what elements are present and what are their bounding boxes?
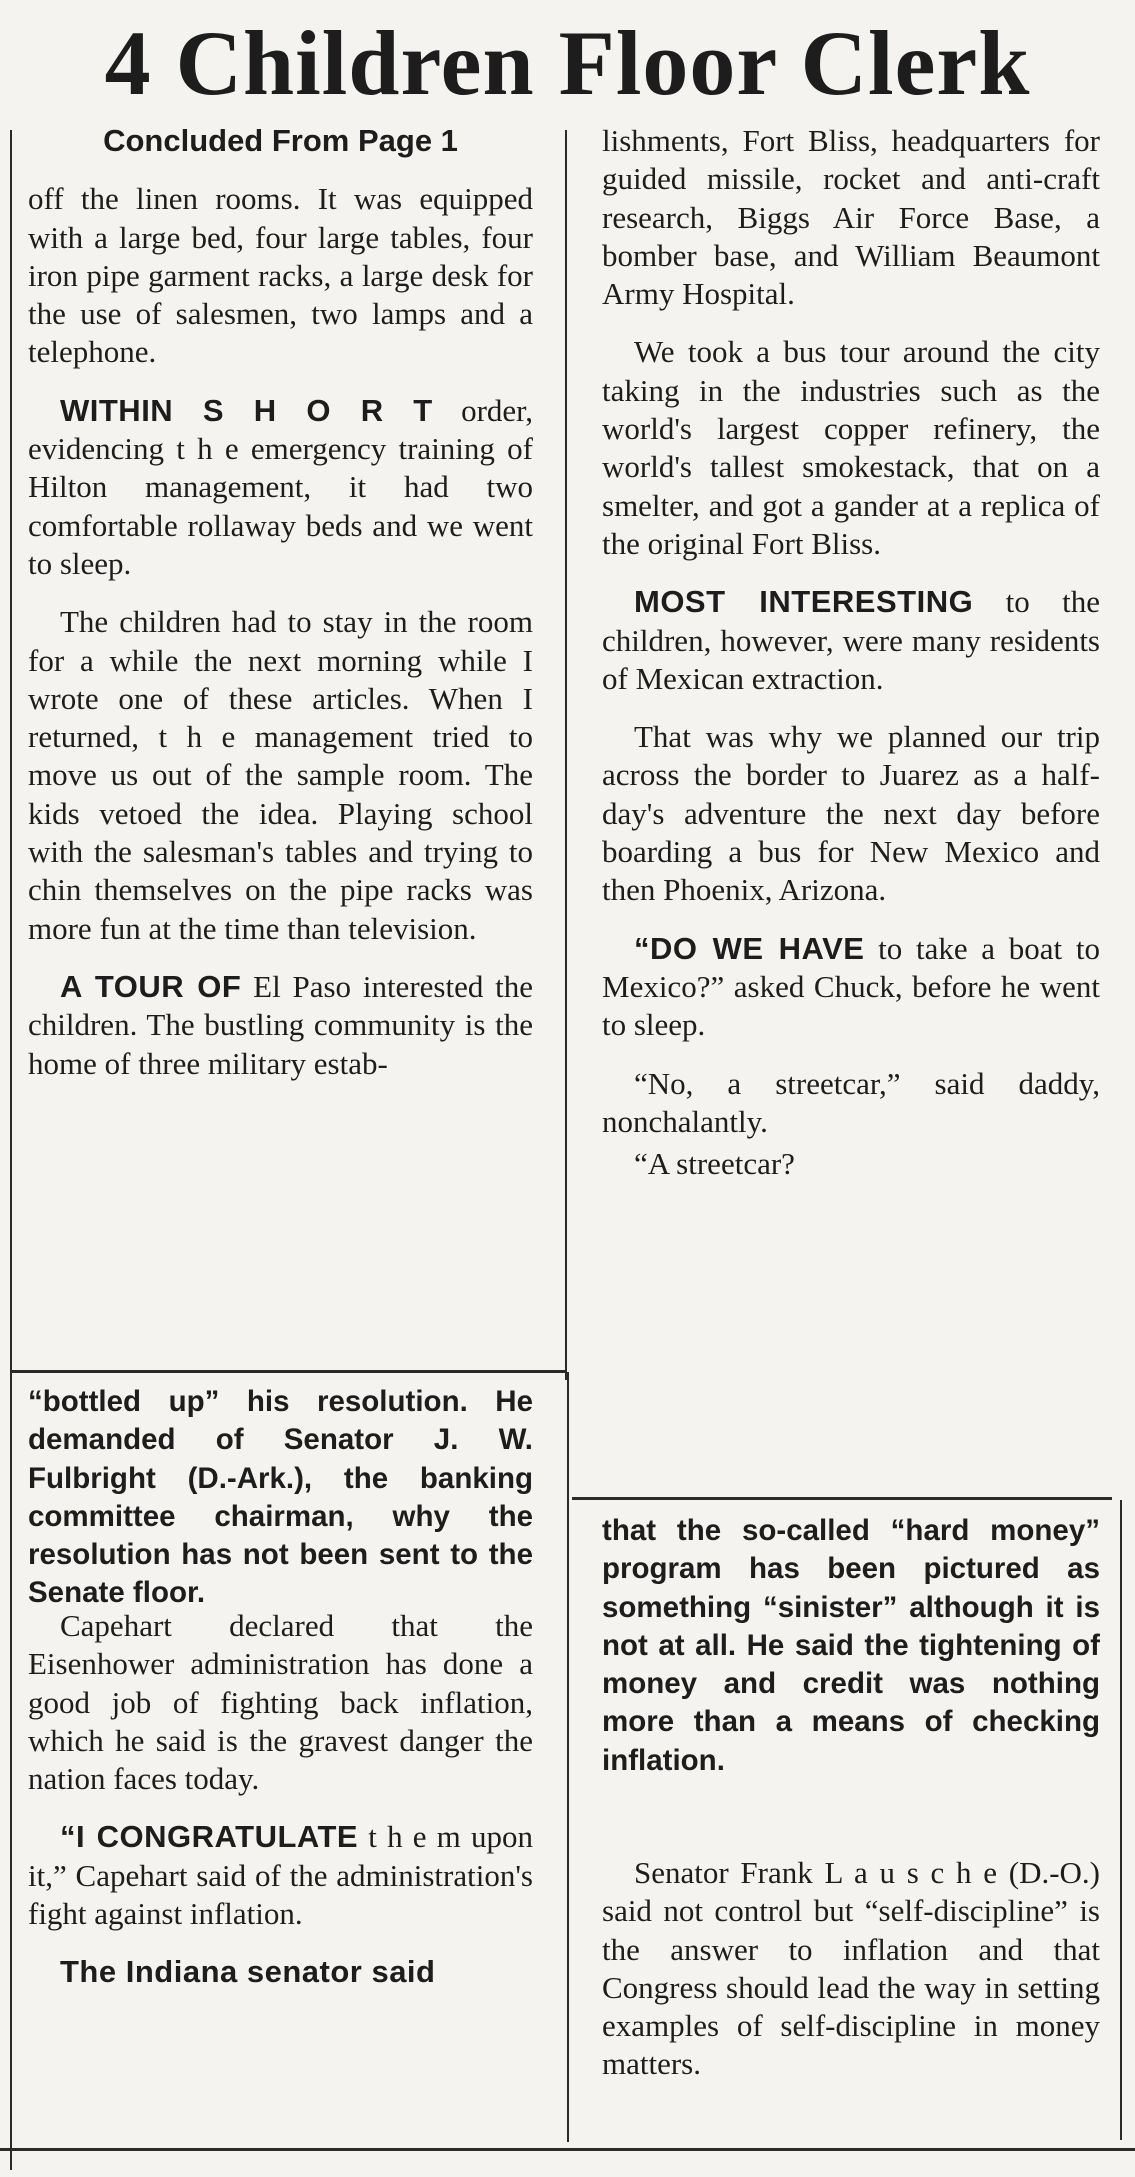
headline: 4 Children Floor Clerk <box>104 12 1031 114</box>
column-divider-upper <box>565 130 567 1380</box>
paragraph: lishments, Fort Bliss, headquarters for guided missile, rocket and anti-craft research, Biggs Air Force Base, a bomber base, and William Beaumont Army Hospital. <box>602 123 1100 312</box>
right-border-rule <box>1120 1500 1122 2140</box>
paragraph: MOST INTERESTING to the children, however, were many residents of Mexican extraction. <box>602 584 1100 696</box>
paragraph: The children had to stay in the room for a while the next morning while I wrote one of these articles. When I returned, t h e management tried to move us out of the sample room. The kids vetoed the idea. Playing school with the salesman's tables and trying to chin themselves on the pipe racks was more fun at the time than television. <box>28 604 533 946</box>
paragraph: “bottled up” his resolution. He demanded of Senator J. W. Fulbright (D.-Ark.), the banking committee chairman, why the resolution has not been sent to the Senate floor. <box>28 1385 533 1610</box>
bottom-rule <box>0 2148 1135 2151</box>
article-divider-right <box>572 1497 1112 1500</box>
paragraph: “No, a streetcar,” said daddy, nonchalantly. <box>602 1065 1100 1139</box>
left-border-rule <box>10 130 12 2170</box>
column-1-bottom-bold <box>28 1383 533 1633</box>
continuation-line: Concluded From Page 1 <box>103 123 458 158</box>
paragraph: The Indiana senator said <box>60 1954 436 1990</box>
paragraph: Senator Frank L a u s c h e (D.-O.) said not control but “self-discipline” is the answer to inflation and that Congress should lead the way in setting examples of self-discipline in money matters. <box>602 1855 1100 2082</box>
paragraph: that the so-called “hard money” program has been pictured as something “sinister” although it is not at all. He said the tightening of money and credit was nothing more than a means of checking inflation. <box>602 1514 1100 1777</box>
paragraph: A TOUR OF El Paso interested the children. The bustling community is the home of three military estab- <box>28 968 533 1081</box>
column-divider-lower <box>567 1372 569 2142</box>
paragraph: “DO WE HAVE to take a boat to Mexico?” asked Chuck, before he went to sleep. <box>602 930 1100 1043</box>
paragraph: “A streetcar? <box>634 1146 795 1182</box>
paragraph: off the linen rooms. It was equipped with a large bed, four large tables, four iron pipe garment racks, a large desk for the use of salesmen, two lamps and a telephone. <box>28 181 533 370</box>
paragraph: Capehart declared that the Eisenhower administration has done a good job of fighting back inflation, which he said is the gravest danger the nation faces today. <box>28 1608 533 1797</box>
paragraph: We took a bus tour around the city taking in the industries such as the world's largest copper refinery, the world's tallest smokestack, that on a smelter, and got a gander at a replica of the original Fort Bliss. <box>602 334 1100 561</box>
column-2-top <box>602 122 1100 1183</box>
article-divider-left <box>12 1370 565 1373</box>
column-1-top <box>28 122 533 1083</box>
paragraph: WITHIN S H O R T order, evidencing t h e emergency training of Hilton management, it had two comfortable rollaway beds and we went to sleep. <box>28 392 533 581</box>
paragraph: “I CONGRATULATE t h e m upon it,” Capehart said of the administration's fight against inflation. <box>28 1819 533 1932</box>
column-1-bottom <box>28 1607 533 1992</box>
column-2-bottom-bold <box>602 1512 1100 1800</box>
column-2-bottom <box>602 1854 1100 2084</box>
paragraph: That was why we planned our trip across the border to Juarez as a half-day's adventure the next day before boarding a bus for New Mexico and then Phoenix, Arizona. <box>602 719 1100 908</box>
